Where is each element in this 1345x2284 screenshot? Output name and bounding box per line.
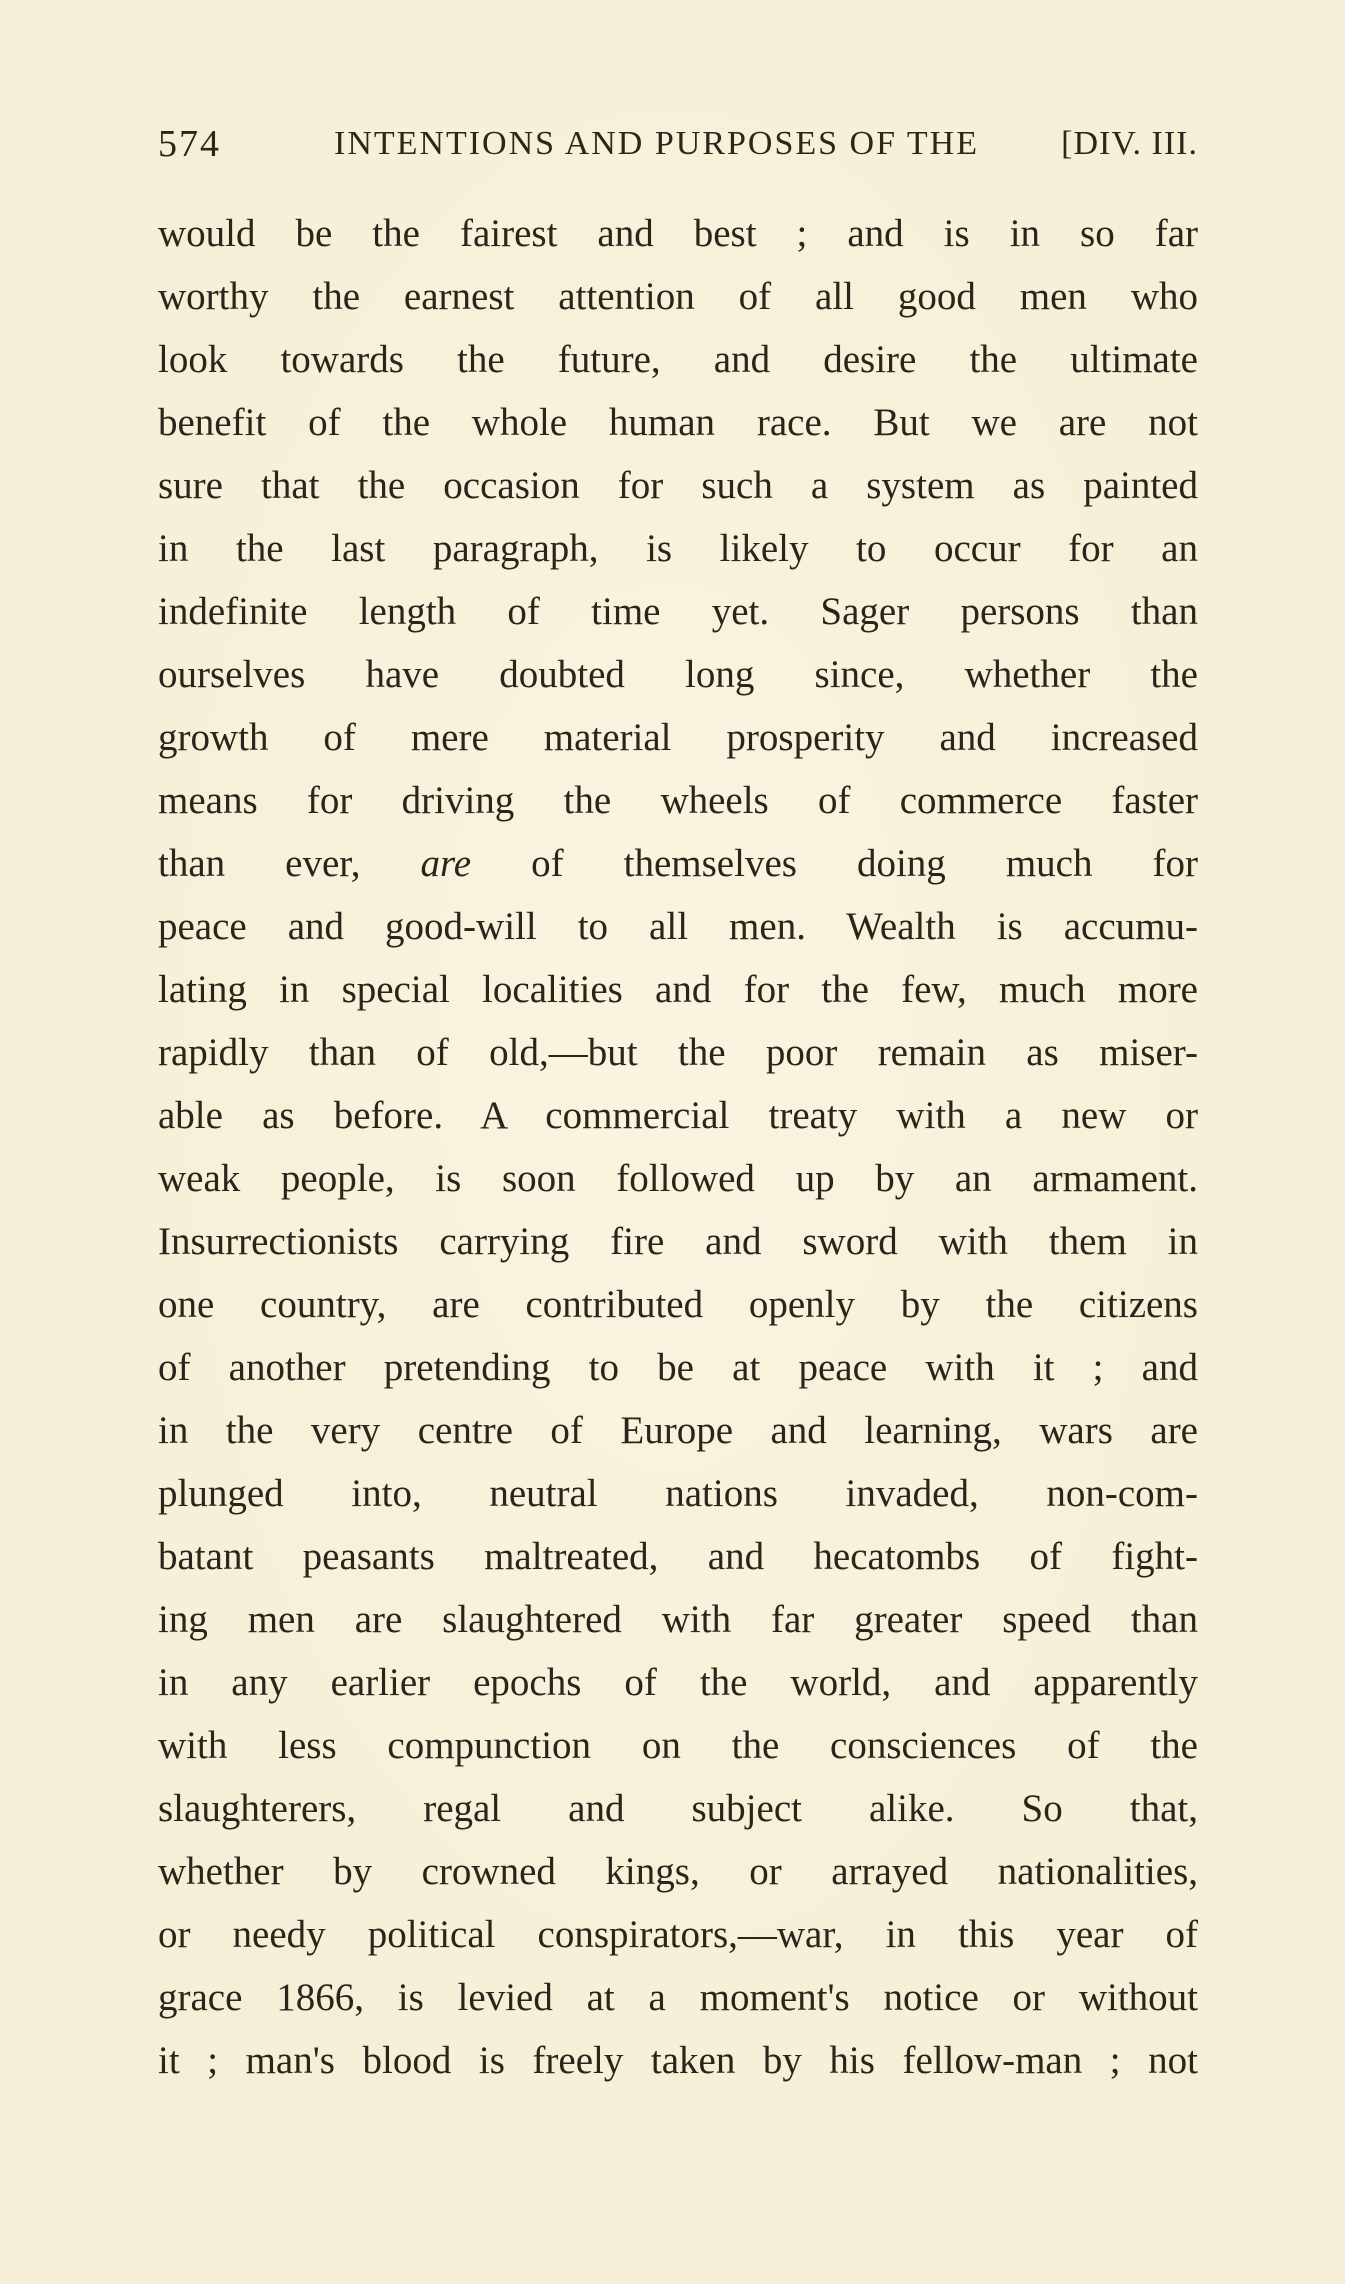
page-header bbox=[158, 116, 1198, 172]
text-line: of another pretending to be at peace with it ; and bbox=[158, 1346, 1198, 1389]
text-line: benefit of the whole human race. But we are not bbox=[158, 401, 1198, 444]
text-segment: than ever, bbox=[158, 842, 421, 885]
text-line: weak people, is soon followed up by an armament. bbox=[158, 1157, 1198, 1200]
text-line: in the very centre of Europe and learning, wars are bbox=[158, 1409, 1198, 1452]
italic-text: are bbox=[420, 842, 472, 885]
text-line: growth of mere material prosperity and increased bbox=[158, 716, 1198, 759]
page-number: 574 bbox=[158, 123, 221, 165]
text-line: lating in special localities and for the few, much more bbox=[158, 968, 1198, 1011]
text-segment: of themselves doing much for bbox=[471, 842, 1199, 885]
text-line: sure that the occasion for such a system as painted bbox=[158, 464, 1198, 507]
text-line: batant peasants maltreated, and hecatombs of fight- bbox=[158, 1535, 1198, 1578]
text-line: means for driving the wheels of commerce faster bbox=[158, 779, 1198, 822]
running-head: INTENTIONS AND PURPOSES OF THE bbox=[334, 125, 979, 162]
text-line: able as before. A commercial treaty with a new or bbox=[158, 1094, 1198, 1137]
text-line: slaughterers, regal and subject alike. So that, bbox=[158, 1787, 1198, 1830]
body-text bbox=[158, 202, 1198, 2092]
text-line: it ; man's blood is freely taken by his fellow-man ; not bbox=[158, 2039, 1198, 2082]
text-line: worthy the earnest attention of all good men who bbox=[158, 275, 1198, 318]
section-reference: [DIV. III. bbox=[1061, 125, 1198, 162]
text-line: grace 1866, is levied at a moment's notice or without bbox=[158, 1976, 1198, 2019]
text-line: or needy political conspirators,—war, in this year of bbox=[158, 1913, 1198, 1956]
text-line: rapidly than of old,—but the poor remain as miser- bbox=[158, 1031, 1198, 1074]
text-line: in the last paragraph, is likely to occur for an bbox=[158, 527, 1198, 570]
text-line: with less compunction on the consciences of the bbox=[158, 1724, 1198, 1767]
text-line: one country, are contributed openly by the citizens bbox=[158, 1283, 1198, 1326]
text-line: in any earlier epochs of the world, and apparently bbox=[158, 1661, 1198, 1704]
text-line-with-italic bbox=[158, 832, 1198, 895]
text-line: look towards the future, and desire the ultimate bbox=[158, 338, 1198, 381]
text-line: plunged into, neutral nations invaded, non-com- bbox=[158, 1472, 1198, 1515]
text-line: would be the fairest and best ; and is in so far bbox=[158, 212, 1198, 255]
text-line: Insurrectionists carrying fire and sword with them in bbox=[158, 1220, 1198, 1263]
text-line: whether by crowned kings, or arrayed nationalities, bbox=[158, 1850, 1198, 1893]
text-line: ing men are slaughtered with far greater speed than bbox=[158, 1598, 1198, 1641]
text-line: peace and good-will to all men. Wealth is accumu- bbox=[158, 905, 1198, 948]
text-line: indefinite length of time yet. Sager persons than bbox=[158, 590, 1198, 633]
text-line: ourselves have doubted long since, whether the bbox=[158, 653, 1198, 696]
